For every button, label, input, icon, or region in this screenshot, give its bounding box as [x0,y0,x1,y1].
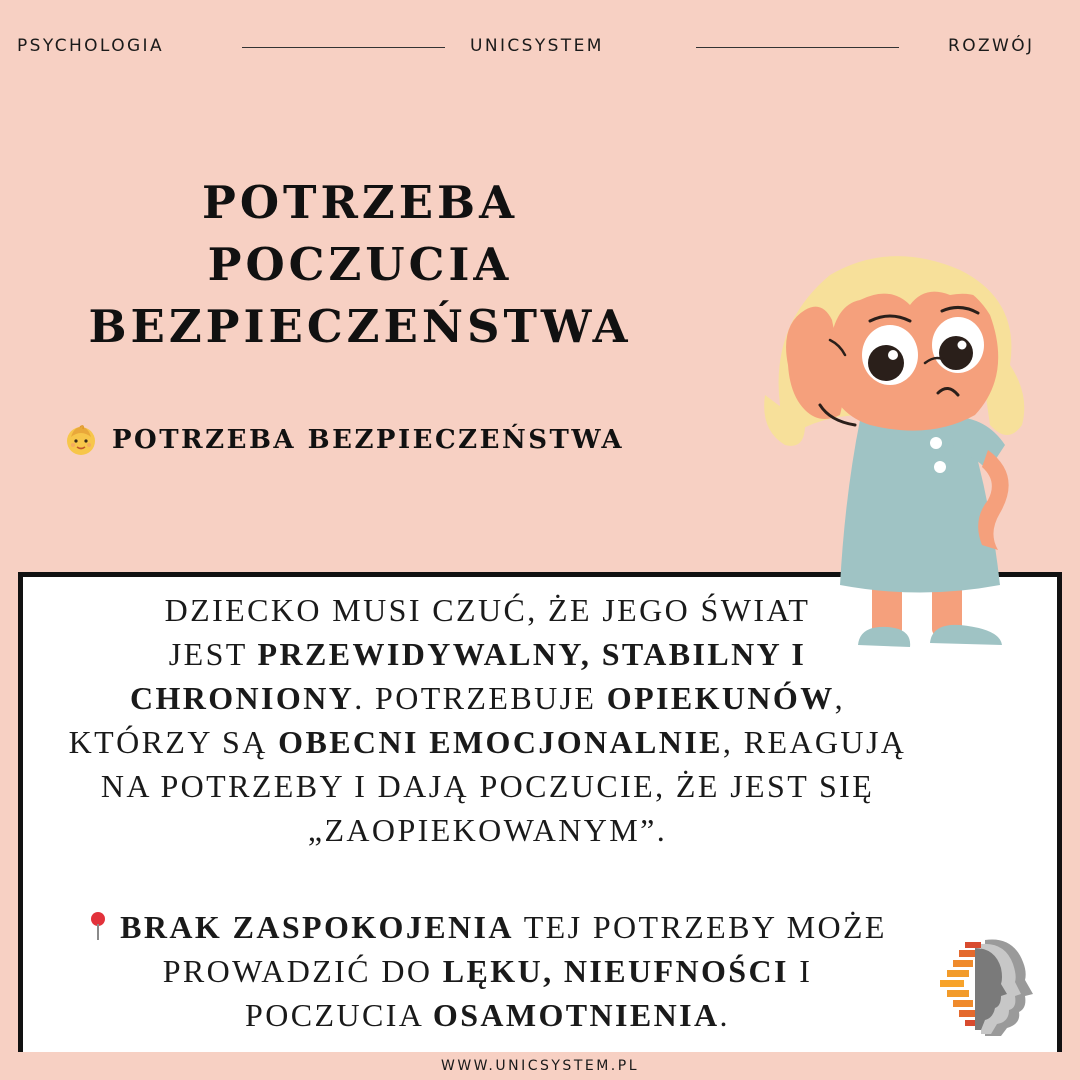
title-line-1: POTRZEBA [201,176,519,229]
paragraph-1-line-1: DZIECKO MUSI CZUĆ, ŻE JEGO ŚWIAT [164,592,811,628]
paragraph-1-line-3: CHRONIONY. POTRZEBUJE OPIEKUNÓW, [129,680,846,716]
nav-divider-left [242,47,445,48]
title-line-2: POCZUCIA [207,238,513,291]
title-line-3: BEZPIECZEŃSTWA [88,300,632,353]
paragraph-2-line-3: POCZUCIA OSAMOTNIENIA. [245,997,730,1033]
subtitle-text: POTRZEBA BEZPIECZEŃSTWA [112,425,625,455]
nav-label-rozwoj: ROZWÓJ [948,36,1035,56]
subtitle [64,420,624,460]
page-title [40,172,680,358]
paragraph-2-line-2: PROWADZIĆ DO LĘKU, NIEUFNOŚCI I [162,953,813,989]
paragraph-1-line-2: JEST PRZEWIDYWALNY, STABILNY I [168,636,807,672]
paragraph-1-line-4: KTÓRZY SĄ OBECNI EMOCJONALNIE, REAGUJĄ [68,724,907,760]
footer-url[interactable]: WWW.UNICSYSTEM.PL [441,1058,639,1074]
paragraph-1-line-5: NA POTRZEBY I DAJĄ POCZUCIE, ŻE JEST SIĘ [100,768,875,804]
baby-face-icon [64,423,98,457]
nav-divider-right [696,47,899,48]
unicsystem-logo-icon [935,938,1045,1038]
worried-girl-illustration [760,245,1050,665]
top-nav [0,30,1080,62]
paragraph-2 [0,905,975,1037]
paragraph-1-line-6: „ZAOPIEKOWANYM”. [307,812,668,848]
nav-label-unicsystem: UNICSYSTEM [470,36,604,56]
paragraph-2-line-1: BRAK ZASPOKOJENIA TEJ POTRZEBY MOŻE [0,905,975,949]
pushpin-icon [88,910,108,942]
nav-label-psychologia: PSYCHOLOGIA [17,36,164,56]
